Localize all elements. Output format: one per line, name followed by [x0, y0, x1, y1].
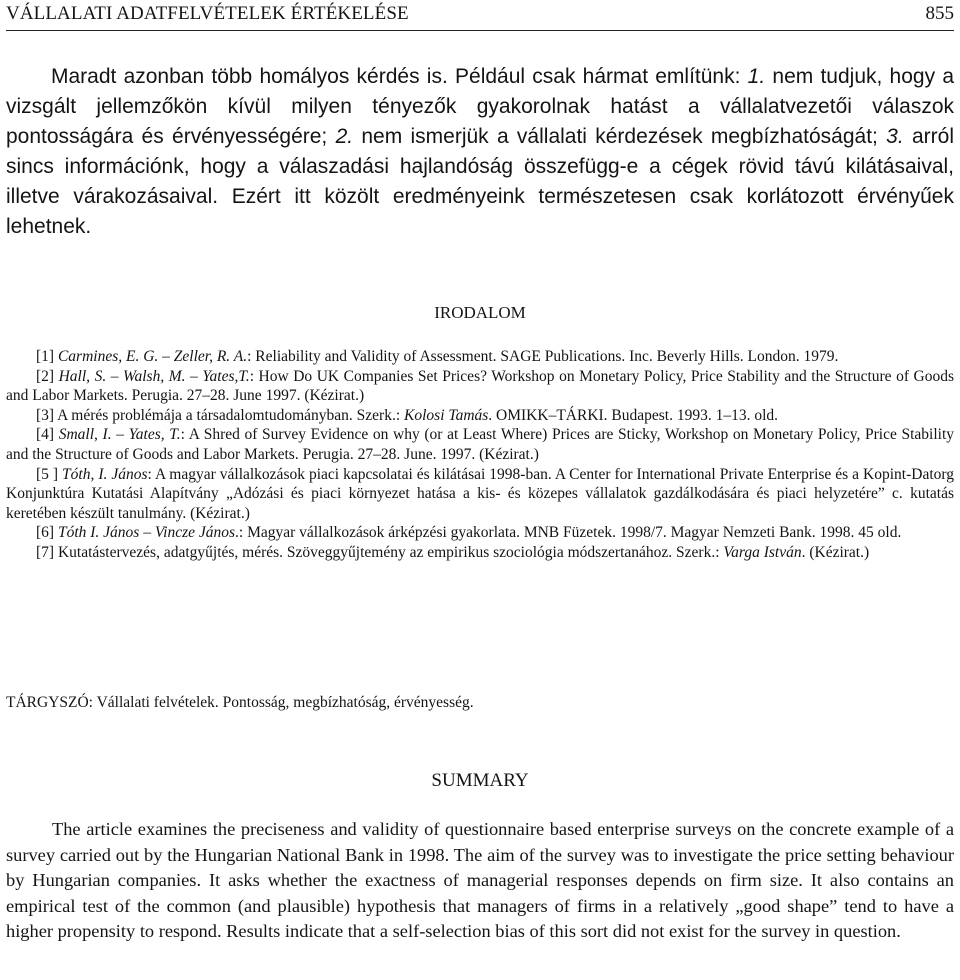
reference-item — [6, 543, 954, 563]
enumeration-number: 2. — [335, 125, 354, 148]
reference-number: [5 ] — [36, 465, 63, 483]
text-run: Maradt azonban több homályos kérdés is. Például csak hármat említünk: — [51, 65, 748, 88]
reference-item — [6, 367, 954, 406]
reference-item — [6, 347, 954, 367]
reference-item — [6, 465, 954, 524]
reference-editor: Kolosi Tamás — [404, 406, 489, 424]
reference-authors: Small, I. – Yates, T. — [58, 426, 181, 444]
reference-number: [6] — [36, 524, 58, 542]
reference-text: Kutatástervezés, adatgyűjtés, mérés. Szöveggyűjtemény az empirikus szociológia módszertanához. Szerk.: — [57, 543, 724, 561]
reference-text: . OMIKK–TÁRKI. Budapest. 1993. 1–13. old. — [488, 406, 779, 424]
reference-text: A mérés problémája a társadalomtudományban. Szerk.: — [57, 406, 405, 424]
reference-text: . (Kézirat.) — [801, 543, 870, 561]
reference-number: [2] — [36, 367, 59, 385]
text-run: nem tudjuk, hogy a vizsgált jellemzőkön kívül milyen tényezők gyakorolnak hatást a vállalatvezetői válaszok pontosságára és érvényességére; — [6, 65, 954, 148]
reference-number: [4] — [36, 426, 59, 444]
reference-editor: Varga István — [723, 543, 802, 561]
enumeration-number: 3. — [886, 125, 904, 148]
reference-number: [7] — [36, 543, 58, 561]
reference-text: : A magyar vállalkozások piaci kapcsolatai és kilátásai 1998-ban. A Center for International Private Enterprise és a Kopint-Datorg Konjunktúra Kutatási Alapítvány „Adózási és piaci környezet hatása a kis- és közepes vállalatok gazdálkodására és piaci helyzetére” c. kutatás keretében készült tanulmány. (Kézirat.) — [6, 465, 955, 522]
reference-number: [1] — [36, 348, 58, 365]
closing-paragraph-text — [6, 62, 954, 242]
reference-text: : How Do UK Companies Set Prices? Workshop on Monetary Policy, Price Stability and the Structure of Goods and Labor Markets. Perugia. 27–28. June 1997. (Kézirat.) — [6, 367, 954, 405]
closing-paragraph — [6, 62, 954, 242]
reference-number: [3] — [36, 406, 58, 424]
text-run: nem ismerjük a vállalati kérdezések megbízhatóságát; — [353, 125, 887, 148]
reference-authors: Carmines, E. G. – Zeller, R. A. — [57, 348, 248, 365]
reference-text: : Reliability and Validity of Assessment. SAGE Publications. Inc. Beverly Hills. London. 1979. — [247, 348, 839, 365]
reference-item — [6, 425, 954, 464]
summary-section — [6, 817, 954, 945]
reference-text: .: Magyar vállalkozások árképzési gyakorlata. MNB Füzetek. 1998/7. Magyar Nemzeti Bank. 1998. 45 old. — [235, 524, 902, 542]
page-number: 855 — [925, 3, 954, 24]
reference-authors: Tóth, I. János — [62, 465, 148, 483]
reference-item — [6, 406, 954, 426]
running-header — [6, 3, 954, 31]
reference-item — [6, 523, 954, 543]
summary-heading: SUMMARY — [431, 770, 529, 791]
reference-text: : A Shred of Survey Evidence on why (or at Least Where) Prices are Sticky, Workshop on Monetary Policy, Price Stability and the Structure of Goods and Labor Markets. Perugia. 27–28. June. 1997. (Kézirat.) — [6, 426, 955, 463]
running-title: VÁLLALATI ADATFELVÉTELEK ÉRTÉKELÉSE — [6, 3, 409, 24]
reference-authors: Tóth I. János – Vincze János — [57, 524, 236, 542]
references-heading: IRODALOM — [434, 303, 526, 322]
summary-paragraph: The article examines the preciseness and validity of questionnaire based enterprise surveys on the concrete example of a survey carried out by the Hungarian National Bank in 1998. The aim of the survey was to investigate the price setting behaviour by Hungarian companies. It asks whether the exactness of managerial responses depends on firm size. It also contains an empirical test of the common (and plausible) hypothesis that managers of firms in a relatively „good shape” tend to have a higher propensity to respond. Results indicate that a self-selection bias of this sort did not exist for the survey in question. — [6, 819, 954, 941]
reference-list — [6, 347, 954, 563]
text-run: arról sincs információnk, hogy a válaszadási hajlandóság összefügg-e a cégek rövid távú kilátásaival, illetve várakozásaival. Ezért itt közölt eredményeink természetesen csak korlátozott érvényűek lehetnek. — [6, 125, 954, 238]
enumeration-number: 1. — [747, 65, 766, 88]
keywords-line: TÁRGYSZÓ: Vállalati felvételek. Pontosság, megbízhatóság, érvényesség. — [6, 694, 474, 711]
reference-authors: Hall, S. – Walsh, M. – Yates,T. — [58, 367, 250, 385]
